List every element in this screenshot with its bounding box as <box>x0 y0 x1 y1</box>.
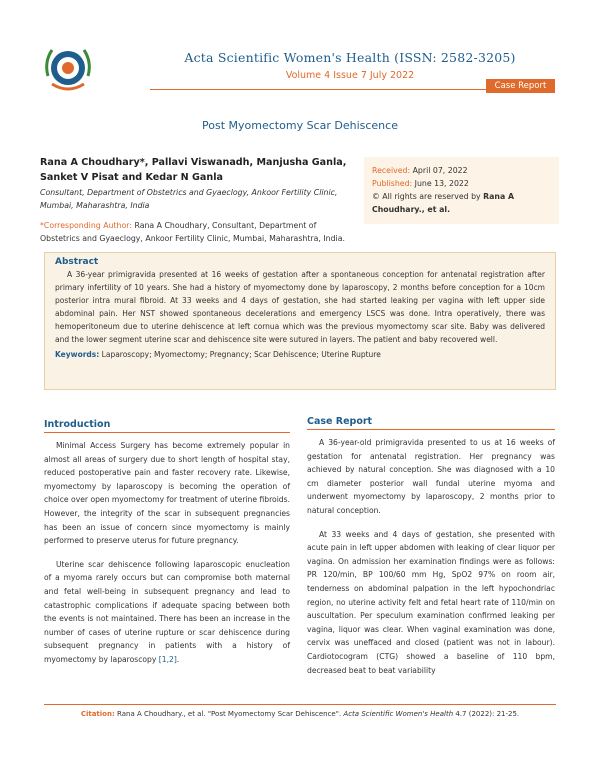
citation-text: Rana A Choudhary., et al. "Post Myomectomy Scar Dehiscence". <box>114 710 344 718</box>
author-list: Rana A Choudhary*, Pallavi Viswanadh, Manjusha Ganla, Sanket V Pisat and Kedar N Ganla <box>40 157 347 183</box>
article-title: Post Myomectomy Scar Dehiscence <box>202 119 398 132</box>
copyright <box>372 190 551 216</box>
citation-label: Citation: <box>80 710 115 718</box>
abstract-box <box>44 252 556 390</box>
corresponding-label: *Corresponding Author: <box>40 221 132 230</box>
abstract-heading: Abstract <box>55 257 99 267</box>
introduction-heading: Introduction <box>44 419 111 430</box>
affiliation-line: Consultant, Department of Obstetrics and Gyaeclogy, Ankoor Fertility Clinic, <box>40 188 338 197</box>
keywords <box>55 350 545 359</box>
citation-tail: 4.7 (2022): 21-25. <box>453 710 520 718</box>
keywords-list: Laparoscopy; Myomectomy; Pregnancy; Scar Dehiscence; Uterine Rupture <box>99 350 381 360</box>
introduction-paragraph <box>44 558 290 667</box>
received-date <box>372 164 551 177</box>
header-divider <box>150 89 486 90</box>
citation-journal: Acta Scientific Women's Health <box>343 710 454 718</box>
footer-divider <box>44 704 556 705</box>
keywords-label: Keywords: <box>55 350 100 360</box>
section-divider <box>44 432 290 433</box>
citation <box>44 710 556 718</box>
abstract-body: A 36-year primigravida presented at 16 weeks of gestation after a spontaneous conception for antenatal registration after primary infertility of 10 years. She had a history of myomectomy done by laparoscopy, 2 months before conception for a 10cm posterior intra mural fibroid. At 33 weeks and 4 days of gestation, she had started leaking per vagina with left upper side abdominal pain. Her NST showed spontaneous decelerations and emergency LSCS was done. Intra operatively, there was hemoperitoneum due to uterine dehiscence at left cornua which was the previous myomectomy scar site. Baby was delivered and the lower segment uterine scar and dehiscence site were sutured in layers. The patient and baby recovered well. <box>55 270 545 344</box>
case-report-section <box>307 416 555 677</box>
volume-issue: Volume 4 Issue 7 July 2022 <box>285 70 415 81</box>
journal-logo-icon <box>40 40 96 96</box>
copyright-holder: Rana A Choudhary., et al. <box>372 192 514 214</box>
affiliation <box>40 186 350 212</box>
dates-box <box>364 157 559 224</box>
received-value: April 07, 2022 <box>410 166 468 175</box>
corresponding-author <box>40 219 352 245</box>
case-report-heading: Case Report <box>307 416 373 427</box>
case-report-paragraph: At 33 weeks and 4 days of gestation, she presented with acute pain in left upper abdomen with leaking of clear liquor per vagina. On admission her examination findings were as follows: PR 120/min, BP 100/60 mm Hg, SpO2 97% on room air, tenderness on abdominal palpation in the left hypochondriac region, no uterine activity felt and fetal heart rate of 110/min on auscultation. Per speculum examination confirmed leaking per vagina, liquor was clear. When vaginal examination was done, cervix was uneffaced and closed (patient was not in labour). Cardiotocogram (CTG) showed a baseline of 110 bpm, decreased beat to beat variability <box>307 529 555 675</box>
published-date <box>372 177 551 190</box>
introduction-section <box>44 419 290 667</box>
article-type-badge: Case Report <box>486 79 555 93</box>
journal-title: Acta Scientific Women's Health (ISSN: 2582-3205) <box>184 50 516 65</box>
section-divider <box>307 429 555 430</box>
paragraph-end: . <box>176 654 180 664</box>
paragraph-text: Uterine scar dehiscence following laparoscopic enucleation of a myoma rarely occurs but can compromise both maternal and fetal well-being in subsequent pregnancy and lead to catastrophic complications if adequate spacing between both the events is not maintained. There has been an increase in the number of cases of uterine rupture or scar dehiscence during subsequent pregnancy in patients with a history of myomectomy by laparoscopy <box>44 559 290 664</box>
received-label: Received: <box>372 166 411 175</box>
published-value: June 13, 2022 <box>412 179 469 188</box>
copyright-prefix: © All rights are reserved by <box>372 192 484 201</box>
published-label: Published: <box>372 179 413 188</box>
reference-link[interactable]: [1,2] <box>158 654 177 664</box>
affiliation-line: Mumbai, Maharashtra, India <box>40 201 150 210</box>
case-report-paragraph: A 36-year-old primigravida presented to us at 16 weeks of gestation for antenatal registration. Her pregnancy was achieved by natural conception. She was diagnosed with a 10 cm diameter posterior wall fundal uterine myoma and underwent myomectomy by laparoscopy, 2 months prior to natural conception. <box>307 438 555 515</box>
corresponding-text: Rana A Choudhary, Consultant, Department of Obstetrics and Gyaeclogy, Ankoor Fertility Clinic, Mumbai, Maharashtra, India. <box>40 221 345 243</box>
introduction-paragraph: Minimal Access Surgery has become extremely popular in almost all areas of surgery due to short length of hospital stay, reduced postoperative pain and faster recovery rate. Likewise, myomectomy by laparoscopy is becoming the operation of choice over open myomectomy for treatment of uterine fibroids. However, the integrity of the scar in subsequent pregnancies has been an issue of concern since myomectomy is mainly performed to preserve uterus for future pregnancy. <box>44 441 290 546</box>
